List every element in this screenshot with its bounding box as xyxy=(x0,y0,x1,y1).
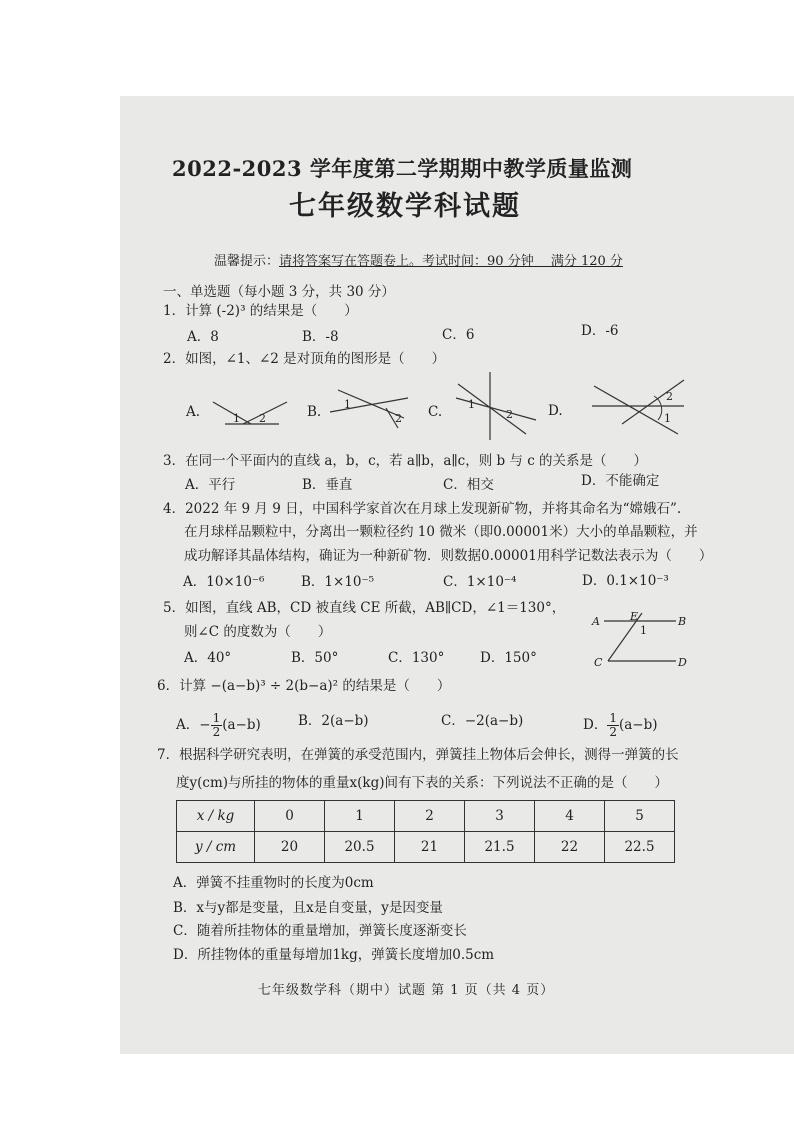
angle-label-2: 2 xyxy=(666,390,673,403)
q6-option-b: B．2(a−b) xyxy=(298,713,369,729)
q6-option-d-tail: (a−b) xyxy=(618,717,658,733)
q3-option-a: A．平行 xyxy=(185,477,236,493)
q5-option-c: C．130° xyxy=(388,650,445,666)
table-row xyxy=(177,801,675,832)
angle-label-1: 1 xyxy=(664,412,671,425)
tip-line xyxy=(214,253,623,271)
q2-figure-a xyxy=(205,390,295,430)
angle-label-1: 1 xyxy=(640,624,647,637)
question-4-line-3: 成功解译其晶体结构，确证为一种新矿物．则数据0.00001用科学记数法表示为（ ） xyxy=(184,548,713,564)
q1-option-c: C．6 xyxy=(442,327,475,343)
point-b-label: B xyxy=(678,615,687,628)
q4-option-d: D．0.1×10⁻³ xyxy=(582,573,669,589)
q7-option-c: C．随着所挂物体的重量增加，弹簧长度逐渐变长 xyxy=(173,923,467,939)
table-cell: 20.5 xyxy=(325,832,395,863)
q5-figure xyxy=(590,608,700,672)
table-header-cell: x / kg xyxy=(177,801,255,832)
fraction-numerator: 1 xyxy=(212,711,221,725)
question-5-line-1: 5．如图，直线 AB，CD 被直线 CE 所截，AB∥CD，∠1＝130°， xyxy=(163,600,566,616)
table-header-cell: 1 xyxy=(325,801,395,832)
fraction-denominator: 2 xyxy=(212,725,221,739)
table-row xyxy=(177,832,675,863)
q3-option-b: B．垂直 xyxy=(302,477,353,493)
q2-option-b: B. xyxy=(307,404,322,420)
table-header-cell: 3 xyxy=(465,801,535,832)
q1-option-a: A．8 xyxy=(187,329,219,345)
q1-option-d: D．-6 xyxy=(581,323,619,339)
angle-label-1: 1 xyxy=(233,412,240,425)
table-cell: 21.5 xyxy=(465,832,535,863)
question-4-line-1: 4．2022 年 9 月 9 日，中国科学家首次在月球上发现新矿物，并将其命名为“嫦娥石”. xyxy=(163,501,682,517)
table-header-cell: 0 xyxy=(255,801,325,832)
q2-option-c: C. xyxy=(428,404,443,420)
table-header-cell: 4 xyxy=(535,801,605,832)
fraction-half xyxy=(607,712,619,739)
q7-option-a: A．弹簧不挂重物时的长度为0cm xyxy=(173,875,374,891)
page-footer: 七年级数学科（期中）试题 第 1 页（共 4 页） xyxy=(258,983,555,998)
fraction-denominator: 2 xyxy=(609,725,617,739)
tip-label: 温馨提示： xyxy=(214,254,280,269)
table-cell: 22.5 xyxy=(605,832,675,863)
q6-option-a xyxy=(176,712,261,739)
tip-text: 请将答案写在答题卷上。考试时间：90 分钟 满分 120 分 xyxy=(279,254,623,269)
angle-label-1: 1 xyxy=(468,398,475,411)
q5-option-d: D．150° xyxy=(480,650,537,666)
fraction-half xyxy=(211,712,223,739)
question-2-stem: 2．如图，∠1、∠2 是对顶角的图形是（ ） xyxy=(163,351,446,367)
q1-option-b: B．-8 xyxy=(302,329,339,345)
spring-data-table xyxy=(176,800,675,863)
q4-option-a: A．10×10⁻⁶ xyxy=(183,574,265,590)
q2-figure-c xyxy=(450,370,540,442)
section-heading: 一、单选题（每小题 3 分，共 30 分） xyxy=(163,284,395,300)
table-cell: y / cm xyxy=(177,832,255,863)
q6-option-a-tail: (a−b) xyxy=(222,717,261,733)
question-1-stem: 1．计算 (-2)³ 的结果是（ ） xyxy=(163,303,358,319)
q2-figure-d xyxy=(588,376,688,438)
q4-option-c: C．1×10⁻⁴ xyxy=(443,574,517,590)
point-a-label: A xyxy=(592,615,600,628)
question-3-stem: 3．在同一个平面内的直线 a，b，c，若 a∥b，a∥c，则 b 与 c 的关系是（ ） xyxy=(163,453,648,469)
table-cell: 22 xyxy=(535,832,605,863)
table-header-cell: 5 xyxy=(605,801,675,832)
question-5-line-2: 则∠C 的度数为（ ） xyxy=(184,624,332,640)
q2-option-a: A. xyxy=(186,404,201,420)
q5-option-b: B．50° xyxy=(291,650,339,666)
q6-option-a-prefix: A．− xyxy=(176,717,211,733)
angle-label-2: 2 xyxy=(259,412,266,425)
question-6-stem: 6．计算 −(a−b)³ ÷ 2(b−a)² 的结果是（ ） xyxy=(157,678,451,694)
q5-option-a: A．40° xyxy=(184,650,232,666)
q7-option-d: D．所挂物体的重量每增加1kg，弹簧长度增加0.5cm xyxy=(173,947,495,963)
q6-option-d xyxy=(583,712,658,739)
q4-option-b: B．1×10⁻⁵ xyxy=(301,574,375,590)
table-cell: 21 xyxy=(395,832,465,863)
question-4-line-2: 在月球样品颗粒中，分离出一颗粒径约 10 微米（即0.00001米）大小的单晶颗粒，并 xyxy=(184,524,698,540)
fraction-numerator: 1 xyxy=(609,711,617,725)
point-d-label: D xyxy=(678,656,687,669)
point-c-label: C xyxy=(594,656,603,669)
exam-subtitle: 七年级数学科试题 xyxy=(289,191,521,222)
question-7-line-1: 7．根据科学研究表明，在弹簧的承受范围内，弹簧挂上物体后会伸长，测得一弹簧的长 xyxy=(157,747,679,763)
angle-label-1: 1 xyxy=(344,398,351,411)
point-e-label: E xyxy=(630,610,639,623)
q2-figure-b xyxy=(324,384,414,434)
q6-option-d-prefix: D． xyxy=(583,717,608,733)
table-header-cell: 2 xyxy=(395,801,465,832)
angle-label-2: 2 xyxy=(506,408,513,421)
exam-title: 2022-2023 学年度第二学期期中教学质量监测 xyxy=(172,156,633,181)
q7-option-b: B．x与y都是变量，且x是自变量，y是因变量 xyxy=(173,900,443,916)
table-cell: 20 xyxy=(255,832,325,863)
question-7-line-2: 度y(cm)与所挂的物体的重量x(kg)间有下表的关系：下列说法不正确的是（ ） xyxy=(176,775,668,791)
q6-option-c: C．−2(a−b) xyxy=(441,713,524,729)
angle-label-2: 2 xyxy=(395,412,402,425)
q2-option-d: D. xyxy=(548,403,563,419)
q3-option-d: D．不能确定 xyxy=(581,473,660,489)
q3-option-c: C．相交 xyxy=(443,477,494,493)
